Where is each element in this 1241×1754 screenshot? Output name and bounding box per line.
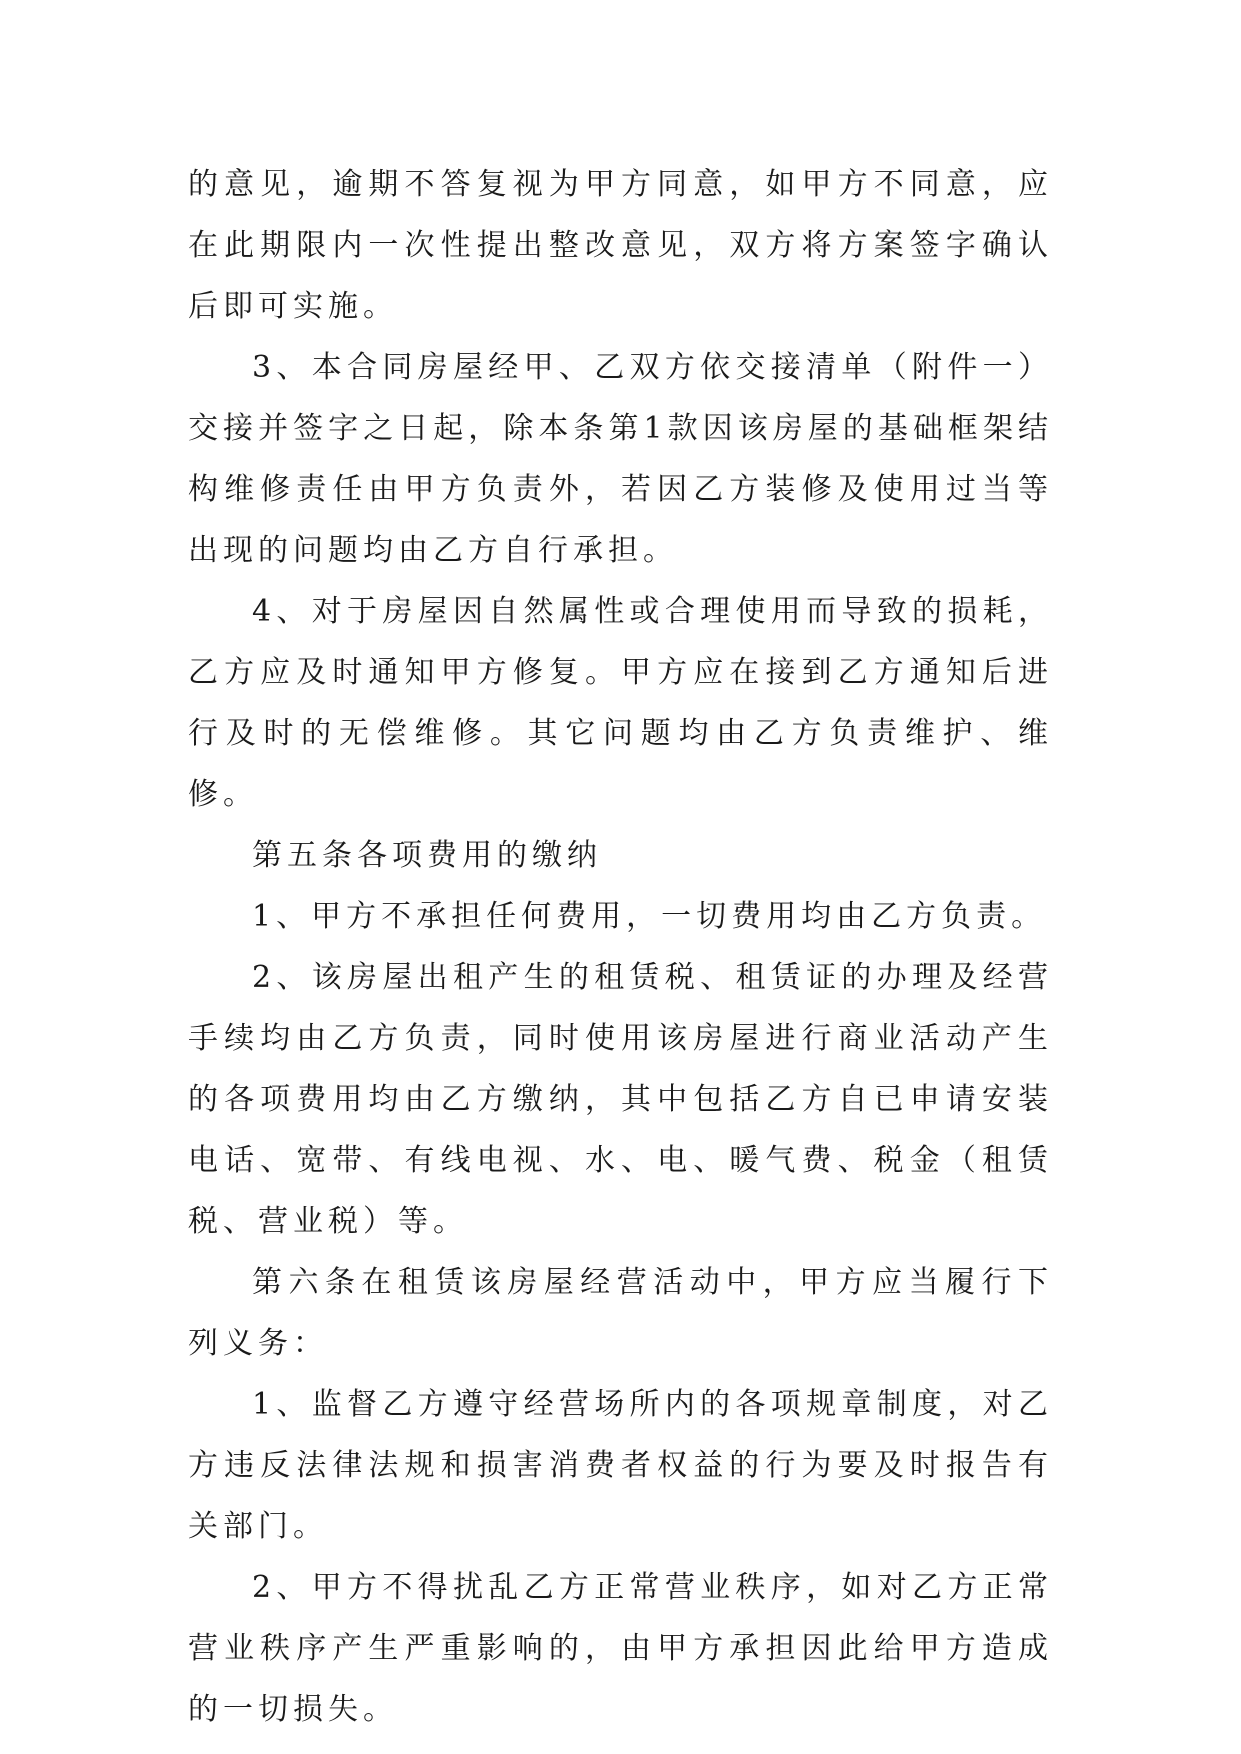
paragraph-article-6-clause-2: 2、甲方不得扰乱乙方正常营业秩序，如对乙方正常营业秩序产生严重影响的，由甲方承担因此给甲方造成的一切损失。	[188, 1570, 1053, 1727]
section-heading-article-5: 第五条各项费用的缴纳	[252, 838, 602, 873]
paragraph-clause-3: 3、本合同房屋经甲、乙双方依交接清单（附件一）交接并签字之日起，除本条第1款因该房屋的基础框架结构维修责任由甲方负责外，若因乙方装修及使用过当等出现的问题均由乙方自行承担。	[188, 350, 1053, 568]
paragraph-article-6-clause-1: 1、监督乙方遵守经营场所内的各项规章制度，对乙方违反法律法规和损害消费者权益的行为要及时报告有关部门。	[188, 1387, 1053, 1544]
paragraph-article-5-clause-1: 1、甲方不承担任何费用，一切费用均由乙方负责。	[252, 899, 1047, 934]
paragraph-continuation: 的意见，逾期不答复视为甲方同意，如甲方不同意，应在此期限内一次性提出整改意见，双方将方案签字确认后即可实施。	[188, 167, 1053, 324]
paragraph-clause-4: 4、对于房屋因自然属性或合理使用而导致的损耗，乙方应及时通知甲方修复。甲方应在接到乙方通知后进行及时的无偿维修。其它问题均由乙方负责维护、维修。	[188, 594, 1053, 812]
document-body	[188, 154, 1053, 1740]
paragraph-article-5-clause-2: 2、该房屋出租产生的租赁税、租赁证的办理及经营手续均由乙方负责，同时使用该房屋进行商业活动产生的各项费用均由乙方缴纳，其中包括乙方自已申请安装电话、宽带、有线电视、水、电、暖气费、税金（租赁税、营业税）等。	[188, 960, 1053, 1239]
section-heading-article-6: 第六条在租赁该房屋经营活动中，甲方应当履行下列义务：	[188, 1265, 1053, 1361]
